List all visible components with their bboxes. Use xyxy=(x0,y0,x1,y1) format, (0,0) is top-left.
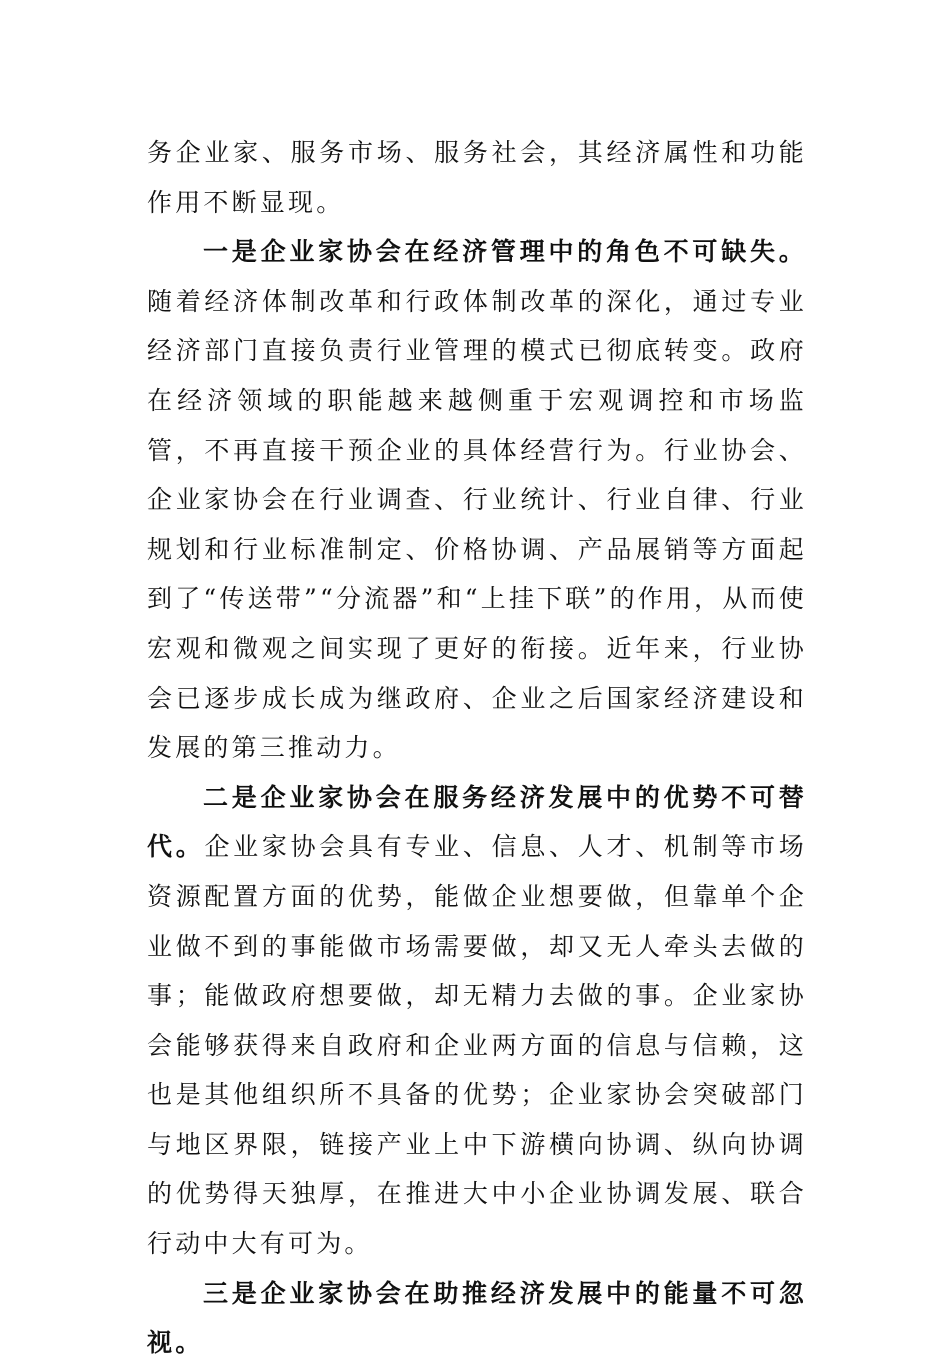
paragraph-energy-in-promotion xyxy=(147,1269,807,1368)
paragraph-lead-sentence: 一是企业家协会在经济管理中的角色不可缺失。 xyxy=(203,237,807,267)
paragraph-text: 务企业家、服务市场、服务社会，其经济属性和功能作用不断显现。 xyxy=(147,138,807,217)
paragraph-lead-sentence: 二是企业家协会在服务经济发展中的优势不可替代。 xyxy=(147,782,807,862)
paragraph-role-in-economic-management xyxy=(147,227,807,773)
paragraph-advantage-in-service xyxy=(147,773,807,1269)
paragraph-continuation xyxy=(147,128,807,227)
paragraph-lead-sentence: 三是企业家协会在助推经济发展中的能量不可忽视。 xyxy=(147,1278,807,1358)
paragraph-text: 随着经济体制改革和行政体制改革的深化，通过专业经济部门直接负责行业管理的模式已彻底转变。政府在经济领域的职能越来越侧重于宏观调控和市场监管，不再直接干预企业的具体经营行为。行业协会、企业家协会在行业调查、行业统计、行业自律、行业规划和行业标准制定、价格协调、产品展销等方面起到了“传送带”“分流器”和“上挂下联”的作用，从而使宏观和微观之间实现了更好的衔接。近年来，行业协会已逐步成长成为继政府、企业之后国家经济建设和发展的第三推动力。 xyxy=(147,286,807,763)
document-body xyxy=(147,128,807,1368)
paragraph-text: 企业家协会具有专业、信息、人才、机制等市场资源配置方面的优势，能做企业想要做，但靠单个企业做不到的事能做市场需要做，却又无人牵头去做的事；能做政府想要做，却无精力去做的事。企业家协会能够获得来自政府和企业两方面的信息与信赖，这也是其他组织所不具备的优势；企业家协会突破部门与地区界限，链接产业上中下游横向协调、纵向协调的优势得天独厚，在推进大中小企业协调发展、联合行动中大有可为。 xyxy=(147,832,807,1259)
